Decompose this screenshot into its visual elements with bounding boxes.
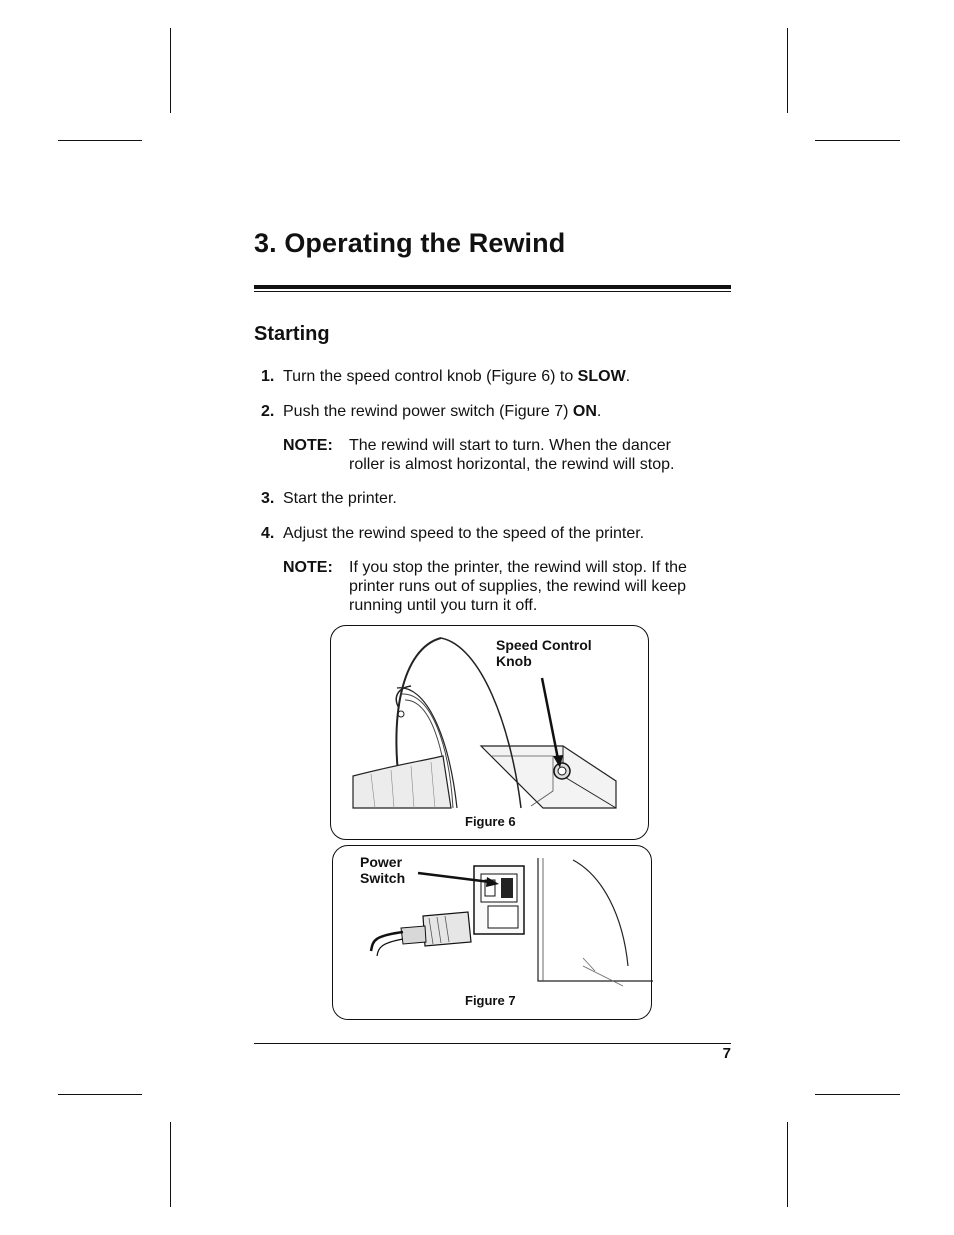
- step-text: Adjust the rewind speed to the speed of the printer.: [283, 525, 645, 542]
- callout-line: Speed Control: [496, 637, 592, 653]
- page-number: 7: [722, 1045, 731, 1062]
- title-rule-thick: [254, 285, 731, 289]
- crop-mark-top-left-vertical: [170, 28, 171, 113]
- note-1: [283, 436, 723, 476]
- note-label: NOTE:: [283, 437, 333, 454]
- step-number: 2.: [261, 403, 275, 420]
- callout-line: Knob: [496, 653, 532, 669]
- step-text-end: .: [596, 403, 602, 420]
- note-line: roller is almost horizontal, the rewind will stop.: [349, 456, 675, 473]
- crop-mark-bottom-left-horizontal: [58, 1094, 142, 1095]
- note-text: [349, 436, 729, 474]
- chapter-title: 3. Operating the Rewind: [254, 228, 566, 258]
- note-text: [349, 558, 729, 615]
- step-3: [261, 489, 397, 508]
- note-2: [283, 558, 723, 618]
- step-number: 1.: [261, 368, 275, 385]
- callout-line: Power: [360, 854, 403, 870]
- power-switch-callout: [360, 854, 405, 886]
- step-text-end: .: [625, 368, 631, 385]
- note-label: NOTE:: [283, 559, 333, 576]
- crop-mark-top-left-horizontal: [58, 140, 142, 141]
- note-line: If you stop the printer, the rewind will stop. If the: [349, 559, 687, 576]
- speed-control-knob-callout: [496, 637, 592, 669]
- step-emphasis: SLOW: [577, 368, 626, 385]
- figure-7: [332, 845, 652, 1020]
- step-text: Start the printer.: [283, 490, 397, 507]
- title-rule-thin: [254, 291, 731, 292]
- step-1: [261, 367, 630, 386]
- step-2: [261, 402, 601, 421]
- figure-6: [330, 625, 649, 840]
- figure-6-caption: Figure 6: [465, 814, 516, 829]
- step-4: [261, 524, 644, 543]
- section-title: Starting: [254, 323, 330, 345]
- crop-mark-bottom-right-horizontal: [815, 1094, 900, 1095]
- step-text: Turn the speed control knob (Figure 6) to: [283, 368, 578, 385]
- crop-mark-top-right-vertical: [787, 28, 788, 113]
- rewind-knob-illustration: [331, 626, 650, 841]
- footer-rule: [254, 1043, 731, 1044]
- crop-mark-bottom-left-vertical: [170, 1122, 171, 1207]
- step-text: Push the rewind power switch (Figure 7): [283, 403, 573, 420]
- figure-7-caption: Figure 7: [465, 993, 516, 1008]
- crop-mark-bottom-right-vertical: [787, 1122, 788, 1207]
- step-number: 3.: [261, 490, 275, 507]
- callout-line: Switch: [360, 870, 406, 886]
- note-line: printer runs out of supplies, the rewind will keep: [349, 578, 687, 595]
- crop-mark-top-right-horizontal: [815, 140, 900, 141]
- note-line: The rewind will start to turn. When the dancer: [349, 437, 671, 454]
- note-line: running until you turn it off.: [349, 597, 538, 614]
- step-emphasis: ON: [572, 403, 597, 420]
- step-number: 4.: [261, 525, 275, 542]
